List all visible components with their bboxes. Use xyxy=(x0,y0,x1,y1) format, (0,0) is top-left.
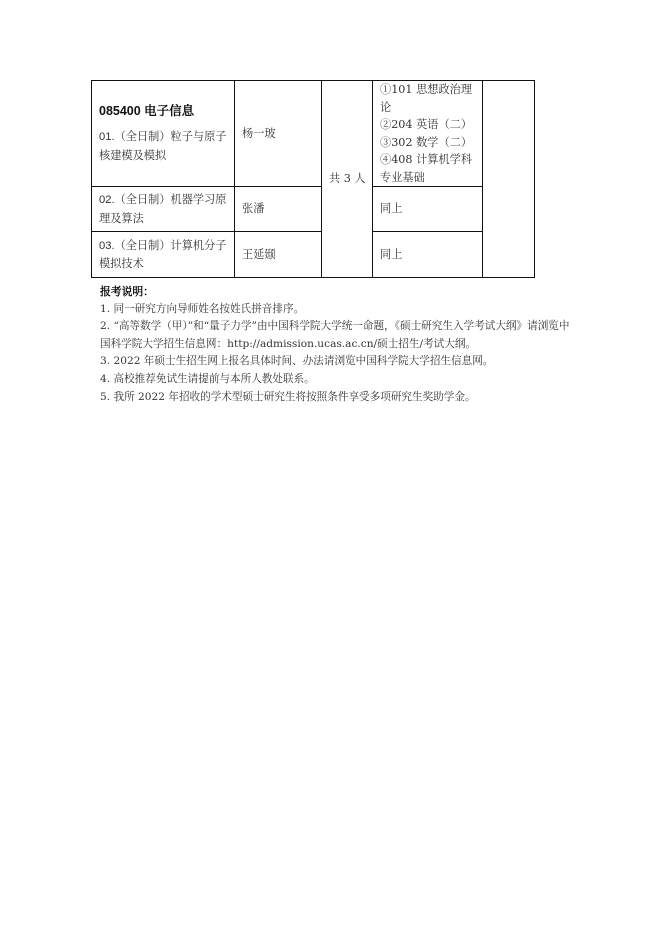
note-item: 4. 高校推荐免试生请提前与本所人教处联系。 xyxy=(100,372,315,385)
advisor-cell: 杨一玻 xyxy=(235,81,322,187)
direction-cell xyxy=(92,187,235,232)
advisor-cell: 王延颋 xyxy=(235,232,322,278)
subject-item: ②204 英语（二） xyxy=(380,118,473,131)
advisor-cell: 张潘 xyxy=(235,187,322,232)
table-row xyxy=(92,187,535,232)
direction-number: 02. xyxy=(99,194,115,206)
direction-number: 03. xyxy=(99,239,115,252)
subject-item: ④408 计算机学科专业基础 xyxy=(380,153,473,184)
subjects-cell: 同上 xyxy=(373,187,483,232)
note-item: 5. 我所 2022 年招收的学术型硕士研究生将按照条件享受多项研究生奖助学金。 xyxy=(100,390,476,403)
direction-cell xyxy=(92,81,235,187)
direction-number: 01. xyxy=(99,131,115,144)
subject-item: ③302 数学（二） xyxy=(380,135,473,149)
direction-cell xyxy=(92,232,235,278)
subjects-cell xyxy=(373,81,483,187)
note-item: 1. 同一研究方向导师姓名按姓氏拼音排序。 xyxy=(100,302,305,315)
table-row xyxy=(92,81,535,187)
major-title: 085400 电子信息 xyxy=(99,103,195,118)
quota-cell: 共 3 人 xyxy=(322,81,373,278)
direction-name: （全日制）粒子与原子核建模及模拟 xyxy=(99,130,227,162)
direction-name: （全日制）计算机分子模拟技术 xyxy=(99,238,227,270)
direction-name: （全日制）机器学习原理及算法 xyxy=(99,193,227,225)
admissions-table xyxy=(91,80,535,278)
notes-title: 报考说明： xyxy=(100,285,154,298)
table-row xyxy=(92,232,535,278)
note-item: 2. “高等数学（甲）”和“量子力学”由中国科学院大学统一命题，《硕士研究生入学考试大纲》请浏览中国科学院大学招生信息网：http://admission.ucas.ac.cn/硕士招生/考试大纲。 xyxy=(100,320,570,350)
subject-item: ①101 思想政治理论 xyxy=(380,83,473,114)
application-notes xyxy=(100,283,580,406)
note-item: 3. 2022 年硕士生招生网上报名具体时间、办法请浏览中国科学院大学招生信息网。 xyxy=(100,355,494,368)
remarks-cell xyxy=(483,81,535,278)
subjects-cell: 同上 xyxy=(373,232,483,278)
